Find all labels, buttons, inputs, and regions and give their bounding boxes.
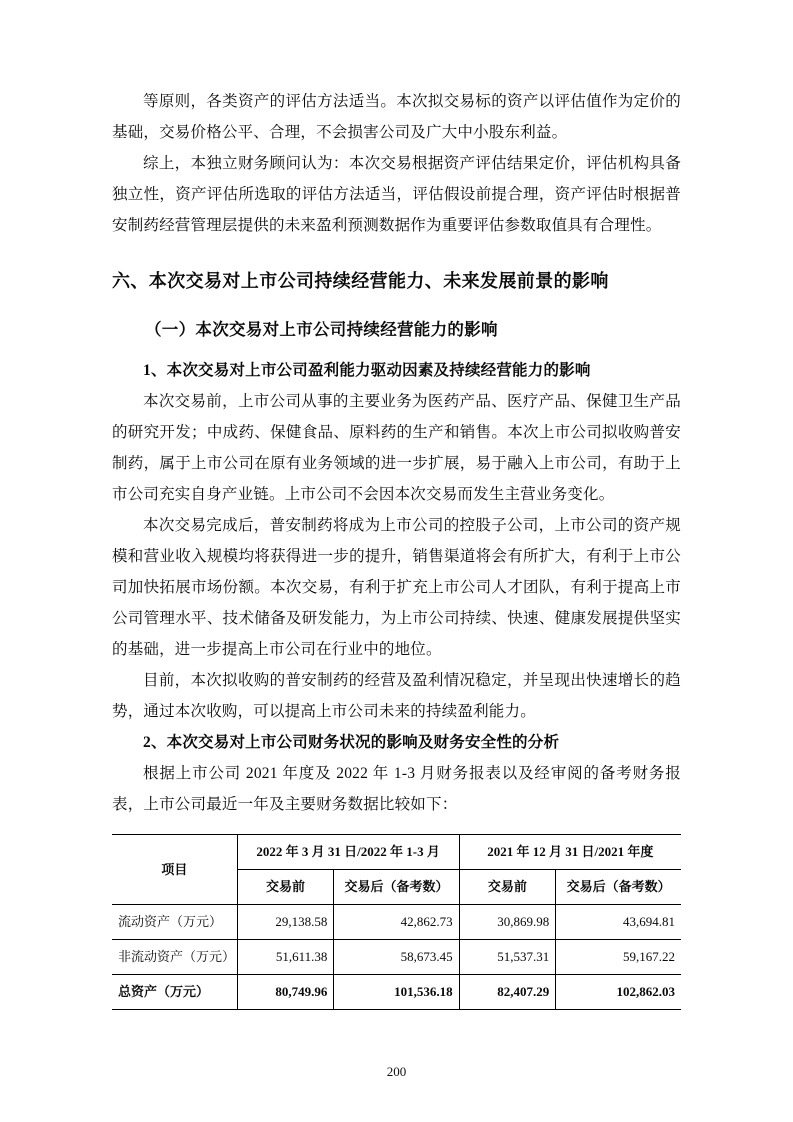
table-header-row-groups [112,835,681,870]
financial-comparison-table [112,834,681,1010]
table-subheader-2021-before: 交易前 [459,870,556,905]
cell-noncurrent-assets-2022-after: 58,673.45 [334,940,459,975]
item-1-paragraph-1: 本次交易前，上市公司从事的主要业务为医药产品、医疗产品、保健卫生产品的研究开发；中成药、保健食品、原料药的生产和销售。本次上市公司拟收购普安制药，属于上市公司在原有业务领域的进一步扩展，易于融入上市公司，有助于上市公司充实自身产业链。上市公司不会因本次交易而发生主营业务变化。 [112,393,681,504]
cell-current-assets-2021-before: 30,869.98 [459,905,556,940]
table-subheader-2022-before: 交易前 [237,870,334,905]
cell-current-assets-2022-after: 42,862.73 [334,905,459,940]
cell-noncurrent-assets-2021-after: 59,167.22 [556,940,681,975]
table-header-group-2022: 2022 年 3 月 31 日/2022 年 1-3 月 [237,835,459,870]
item-2-paragraph: 根据上市公司 2021 年度及 2022 年 1-3 月财务报表以及经审阅的备考财务报表，上市公司最近一年及主要财务数据比较如下： [112,765,681,814]
item-1-paragraph-3: 目前，本次拟收购的普安制药的经营及盈利情况稳定，并呈现出快速增长的趋势，通过本次收购，可以提高上市公司未来的持续盈利能力。 [112,672,681,721]
cell-total-assets-2021-before: 82,407.29 [459,975,556,1010]
page-number: 200 [386,1064,407,1079]
document-body [112,86,681,1010]
row-label-noncurrent-assets: 非流动资产（万元） [112,940,237,975]
table-header-group-2021: 2021 年 12 月 31 日/2021 年度 [459,835,681,870]
table-subheader-2021-after: 交易后（备考数） [556,870,681,905]
sub-heading: （一）本次交易对上市公司持续经营能力的影响 [145,319,498,339]
cell-total-assets-2022-after: 101,536.18 [334,975,459,1010]
paragraph-intro-2: 综上，本独立财务顾问认为：本次交易根据资产评估结果定价，评估机构具备独立性，资产评估所选取的评估方法适当，评估假设前提合理，资产评估时根据普安制药经营管理层提供的未来盈利预测数据作为重要评估参数取值具有合理性。 [112,155,681,234]
cell-current-assets-2021-after: 43,694.81 [556,905,681,940]
table-row [112,975,681,1010]
cell-total-assets-2021-after: 102,862.03 [556,975,681,1010]
table-header-item: 项目 [112,835,237,905]
cell-total-assets-2022-before: 80,749.96 [237,975,334,1010]
table-subheader-2022-after: 交易后（备考数） [334,870,459,905]
item-1-paragraph-2: 本次交易完成后，普安制药将成为上市公司的控股子公司，上市公司的资产规模和营业收入规模均将获得进一步的提升，销售渠道将会有所扩大，有利于上市公司加快拓展市场份额。本次交易，有利于扩充上市公司人才团队，有利于提高上市公司管理水平、技术储备及研发能力，为上市公司持续、快速、健康发展提供坚实的基础，进一步提高上市公司在行业中的地位。 [112,517,681,659]
table-row [112,940,681,975]
paragraph-intro-1: 等原则，各类资产的评估方法适当。本次拟交易标的资产以评估值作为定价的基础，交易价格公平、合理，不会损害公司及广大中小股东利益。 [112,93,681,141]
row-label-current-assets: 流动资产（万元） [112,905,237,940]
table-row [112,905,681,940]
item-1-title: 1、本次交易对上市公司盈利能力驱动因素及持续经营能力的影响 [143,362,591,380]
cell-noncurrent-assets-2021-before: 51,537.31 [459,940,556,975]
section-heading: 六、本次交易对上市公司持续经营能力、未来发展前景的影响 [112,271,609,291]
item-2-title: 2、本次交易对上市公司财务状况的影响及财务安全性的分析 [143,734,560,752]
cell-current-assets-2022-before: 29,138.58 [237,905,334,940]
row-label-total-assets: 总资产（万元） [112,975,237,1010]
cell-noncurrent-assets-2022-before: 51,611.38 [237,940,334,975]
